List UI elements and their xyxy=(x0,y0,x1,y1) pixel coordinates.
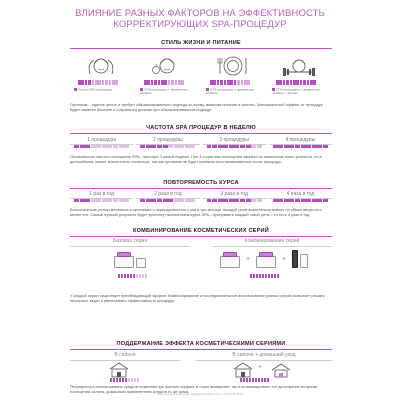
level-segment xyxy=(102,80,105,85)
level-segment xyxy=(295,199,300,202)
salon-building-icon xyxy=(108,362,130,378)
level-segment xyxy=(277,274,279,278)
level-segment xyxy=(207,199,212,202)
level-segment xyxy=(85,145,90,148)
lifestyle-item-spa-food-2 xyxy=(202,54,262,100)
level-segment xyxy=(163,145,168,148)
level-segment xyxy=(234,199,239,202)
level-segment xyxy=(295,145,300,148)
repeat-option-3: 3 раза в год xyxy=(203,190,266,202)
level-segment xyxy=(301,199,306,202)
level-segment xyxy=(80,199,85,202)
tube-icon xyxy=(300,254,308,268)
level-segment xyxy=(300,80,303,85)
level-segment xyxy=(137,378,139,382)
level-segment xyxy=(144,80,147,85)
level-segment xyxy=(234,145,239,148)
level-segment xyxy=(168,145,173,148)
level-segment xyxy=(124,145,129,148)
level-segment xyxy=(284,199,289,202)
level-segment xyxy=(227,80,230,85)
level-segment xyxy=(185,145,190,148)
level-segment xyxy=(229,199,234,202)
support-paragraph: Регулярность использования средств позволяет как усилить эффект в «зоне внимания» так и оптимизировать его достижение во время посещения салона, домашним применением средств то же дома. xyxy=(70,384,318,394)
level-segment xyxy=(74,145,79,148)
level-segment xyxy=(273,145,278,148)
plus-icon-3: + xyxy=(258,364,263,371)
level-segment xyxy=(174,145,179,148)
level-segment xyxy=(284,145,289,148)
level-segment xyxy=(306,199,311,202)
frequency-paragraph: Оптимальная частота посещения SPA – мастера 3 раза в неделю. При 4-х-кратном посещении эффект на начальном этапе усилится, но в дальнейшем, может значительно снизиться, так как организм не будет успевать восстанавливаться после процедур. xyxy=(70,154,322,164)
level-segment xyxy=(105,80,108,85)
jar-lid-icon xyxy=(117,252,131,257)
level-segment xyxy=(313,80,316,85)
support-tab-salon: В салоне xyxy=(70,352,180,360)
level-segment xyxy=(323,199,328,202)
level-segment xyxy=(212,199,217,202)
level-segment xyxy=(171,80,174,85)
level-segment xyxy=(74,199,79,202)
level-segment xyxy=(164,80,167,85)
level-segment xyxy=(80,145,85,148)
level-segment xyxy=(229,145,234,148)
level-segment xyxy=(168,199,173,202)
level-segment xyxy=(179,145,184,148)
support-bars-home xyxy=(240,378,269,382)
repeat-options xyxy=(70,190,332,202)
level-segment xyxy=(237,80,240,85)
page-title-line-1: ВЛИЯНИЕ РАЗНЫХ ФАКТОРОВ НА ЭФФЕКТИВНОСТЬ xyxy=(75,8,325,19)
level-segment xyxy=(190,145,195,148)
level-segment xyxy=(267,378,269,382)
level-segment xyxy=(140,145,145,148)
level-segment xyxy=(107,199,112,202)
lifestyle-item-spa xyxy=(70,54,130,100)
level-segment xyxy=(113,199,118,202)
lifestyle-bars-2 xyxy=(144,80,184,85)
level-segment xyxy=(146,145,151,148)
lifestyle-caption-2: СПА-процедуры + правильное питание xyxy=(140,87,188,96)
level-segment xyxy=(140,199,145,202)
level-segment xyxy=(246,145,251,148)
level-segment xyxy=(98,80,101,85)
lifestyle-heading: СТИЛЬ ЖИЗНИ И ПИТАНИЕ xyxy=(70,40,332,46)
woman-face-icon xyxy=(84,54,118,78)
level-segment xyxy=(81,80,84,85)
level-segment xyxy=(289,145,294,148)
combo-bars-basic xyxy=(118,274,147,278)
jar-lid-icon-2 xyxy=(223,252,237,257)
plus-icon-2: + xyxy=(282,256,287,263)
level-segment xyxy=(240,145,245,148)
level-segment xyxy=(293,80,296,85)
level-segment xyxy=(212,145,217,148)
repeat-option-4: 4 раза в год xyxy=(269,190,332,202)
level-segment xyxy=(301,145,306,148)
level-segment xyxy=(181,80,184,85)
cream-jar-icon-2 xyxy=(220,256,240,268)
level-segment xyxy=(273,199,278,202)
footer-contacts: www.thermaebora.ru e-mail: akgar@thermaebora.ru tel. +7 495 150-46-57 xyxy=(157,393,243,396)
level-segment xyxy=(161,80,164,85)
level-segment xyxy=(251,199,256,202)
home-icon xyxy=(270,362,292,378)
level-segment xyxy=(279,80,282,85)
level-segment xyxy=(157,145,162,148)
support-tab-home: В салоне + домашний уход xyxy=(196,352,332,360)
level-segment xyxy=(85,80,88,85)
level-segment xyxy=(151,199,156,202)
level-segment xyxy=(224,80,227,85)
level-segment xyxy=(151,80,154,85)
level-segment xyxy=(223,145,228,148)
lifestyle-bars-1 xyxy=(78,80,118,85)
bottle-icon xyxy=(292,250,298,268)
dumbbell-icon xyxy=(282,54,316,78)
level-segment xyxy=(230,80,233,85)
level-segment xyxy=(323,145,328,148)
plus-icon: + xyxy=(246,256,251,263)
page-title xyxy=(0,8,400,30)
salon-building-icon-2 xyxy=(232,362,254,378)
level-segment xyxy=(119,199,124,202)
level-segment xyxy=(157,199,162,202)
combo-tab-basic: Базовая серия xyxy=(70,238,190,246)
level-segment xyxy=(95,80,98,85)
level-segment xyxy=(290,80,293,85)
level-segment xyxy=(241,80,244,85)
level-segment xyxy=(317,199,322,202)
small-jar-icon xyxy=(136,258,146,268)
frequency-option-3: 3 процедуры xyxy=(203,136,266,148)
frequency-options xyxy=(70,136,332,148)
level-segment xyxy=(146,199,151,202)
level-segment xyxy=(154,80,157,85)
level-segment xyxy=(109,80,112,85)
lifestyle-caption-3: СПА-процедуры + правильное питание xyxy=(206,87,254,96)
level-segment xyxy=(251,145,256,148)
lifestyle-item-spa-food xyxy=(136,54,196,100)
level-segment xyxy=(102,199,107,202)
level-segment xyxy=(278,145,283,148)
repeat-heading: ПОВТОРЯЕМОСТЬ КУРСА xyxy=(70,180,332,186)
level-segment xyxy=(310,80,313,85)
level-segment xyxy=(163,199,168,202)
level-segment xyxy=(185,199,190,202)
level-segment xyxy=(119,145,124,148)
lifestyle-caption-1: Только СПА-процедуры xyxy=(78,87,113,92)
level-segment xyxy=(246,199,251,202)
lifestyle-icons xyxy=(70,54,332,100)
level-segment xyxy=(91,199,96,202)
repeat-option-1: 1 раз в год xyxy=(70,190,133,202)
lifestyle-bars-4 xyxy=(276,80,316,85)
level-segment xyxy=(283,80,286,85)
level-segment xyxy=(218,199,223,202)
level-segment xyxy=(107,145,112,148)
level-segment xyxy=(306,145,311,148)
level-segment xyxy=(175,80,178,85)
level-segment xyxy=(91,145,96,148)
combo-tab-combo: Комбинирование серий xyxy=(212,238,332,246)
level-segment xyxy=(102,145,107,148)
support-bars-salon xyxy=(110,378,139,382)
level-segment xyxy=(247,80,250,85)
level-segment xyxy=(147,80,150,85)
level-segment xyxy=(278,199,283,202)
level-segment xyxy=(257,199,262,202)
level-segment xyxy=(276,80,279,85)
lifestyle-bars-3 xyxy=(210,80,250,85)
frequency-heading: ЧАСТОТА SPA ПРОЦЕДУР В НЕДЕЛЮ xyxy=(70,125,332,131)
level-segment xyxy=(85,199,90,202)
frequency-option-2: 2 процедуры xyxy=(136,136,199,148)
level-segment xyxy=(190,199,195,202)
level-segment xyxy=(151,145,156,148)
level-segment xyxy=(244,80,247,85)
combo-bars-combo xyxy=(250,274,279,278)
combo-heading: КОМБИНИРОВАНИЕ КОСМЕТИЧЕСКИХ СЕРИЙ xyxy=(70,228,332,234)
level-segment xyxy=(223,199,228,202)
level-segment xyxy=(218,145,223,148)
level-segment xyxy=(217,80,220,85)
level-segment xyxy=(307,80,310,85)
level-segment xyxy=(240,199,245,202)
level-segment xyxy=(92,80,95,85)
repeat-paragraph: Биологические ритмы меняются в организме с периодичностью 1 раз в три месяца. Каждый ритм значительно влияет на обмен веществ и менее его. Самый лучший результат будет достигнут включением курса SPA – программ в каждый такой ритм – то есть 4 раза в год. xyxy=(70,207,322,217)
page-title-line-2: КОРРЕКТИРУЮЩИХ SPA-ПРОЦЕДУР xyxy=(113,19,287,30)
jar-lid-icon-3 xyxy=(259,252,273,257)
cream-jar-icon-3 xyxy=(256,256,276,268)
combo-paragraph: У каждой серии существует преобладающий эффект. Комбинирование и последовательное использование разных серий позволяет решать несколько задач и увеличивать эффективность процедур. xyxy=(70,293,325,303)
woman-apple-icon xyxy=(150,54,184,78)
level-segment xyxy=(312,199,317,202)
level-segment xyxy=(303,80,306,85)
level-segment xyxy=(96,199,101,202)
lifestyle-caption-4: СПА-процедуры + правильное питание + фитнес xyxy=(272,87,320,96)
level-segment xyxy=(96,145,101,148)
level-segment xyxy=(78,80,81,85)
combo-illustration xyxy=(70,238,332,290)
frequency-option-4: 4 процедуры xyxy=(269,136,332,148)
level-segment xyxy=(317,145,322,148)
support-heading: ПОДДЕРЖАНИЕ ЭФФЕКТА КОСМЕТИЧЕСКИМИ СЕРИЯМИ xyxy=(70,341,332,347)
frequency-option-1: 1 процедура xyxy=(70,136,133,148)
level-segment xyxy=(124,199,129,202)
level-segment xyxy=(210,80,213,85)
cream-jar-icon xyxy=(114,256,134,268)
level-segment xyxy=(207,145,212,148)
level-segment xyxy=(289,199,294,202)
level-segment xyxy=(296,80,299,85)
lifestyle-paragraph: Организм – единое целое и требует сбалансированного подхода ко всему, включая питание и фитнес. Максимальный эффект от процедур будет заметен быстрее и сохранится дольше при сбалансированном подходе. xyxy=(70,102,323,112)
level-segment xyxy=(168,80,171,85)
level-segment xyxy=(145,274,147,278)
level-segment xyxy=(113,145,118,148)
level-segment xyxy=(115,80,118,85)
level-segment xyxy=(286,80,289,85)
level-segment xyxy=(220,80,223,85)
level-segment xyxy=(112,80,115,85)
level-segment xyxy=(257,145,262,148)
woman-plate-icon xyxy=(216,54,250,78)
level-segment xyxy=(234,80,237,85)
level-segment xyxy=(88,80,91,85)
repeat-option-2: 2 раза в год xyxy=(136,190,199,202)
level-segment xyxy=(158,80,161,85)
level-segment xyxy=(178,80,181,85)
lifestyle-item-spa-food-fitness xyxy=(268,54,328,100)
level-segment xyxy=(312,145,317,148)
level-segment xyxy=(179,199,184,202)
level-segment xyxy=(174,199,179,202)
level-segment xyxy=(213,80,216,85)
